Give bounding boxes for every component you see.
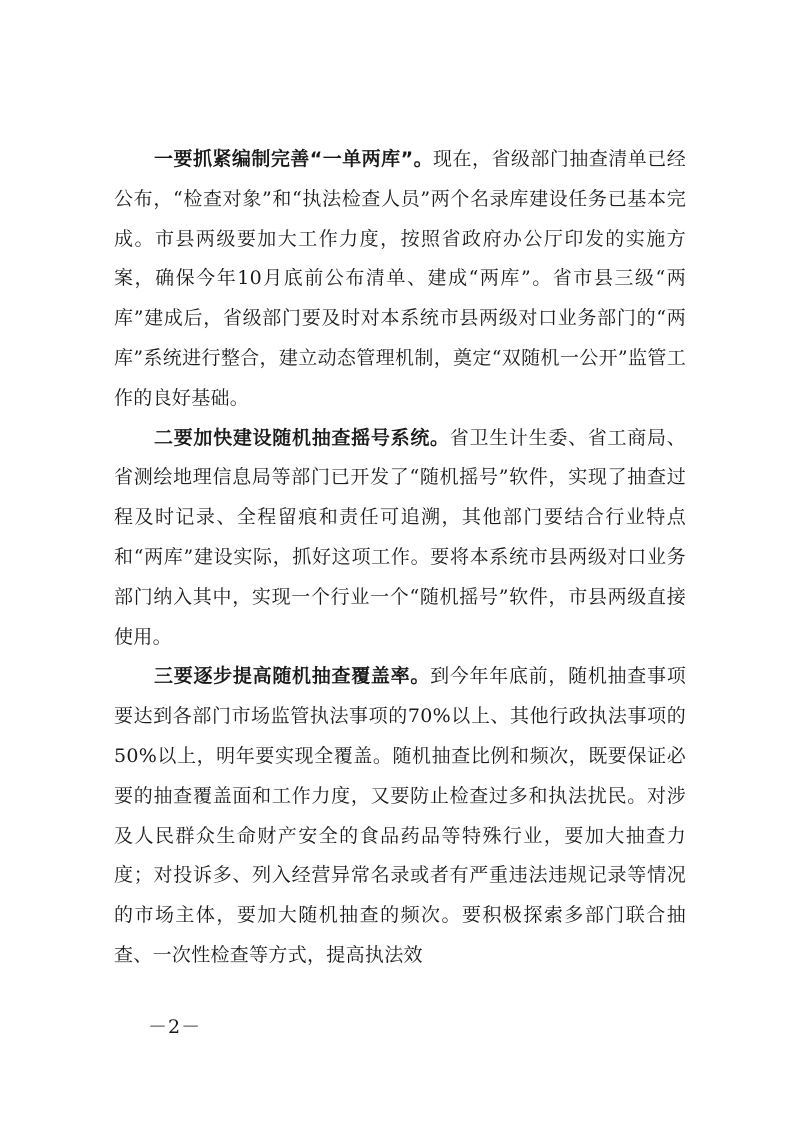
page-number: －2－ (148, 1016, 202, 1038)
paragraph-2-body: 省卫生计生委、省工商局、省测绘地理信息局等部门已开发了“随机摇号”软件，实现了抽查过程及时记录、全程留痕和责任可追溯，其他部门要结合行业特点和“两库”建设实际，抓好这项工作。要将本系统市县两级对口业务部门纳入其中，实现一个行业一个“随机摇号”软件，市县两级直接使用。 (114, 426, 686, 648)
paragraph-1-lead: 一要抓紧编制完善“一单两库”。 (154, 148, 434, 170)
paragraph-2 (114, 419, 686, 658)
paragraph-3-body: 到今年年底前，随机抽查事项要达到各部门市场监管执法事项的70%以上、其他行政执法事项的50%以上，明年要实现全覆盖。随机抽查比例和频次，既要保证必要的抽查覆盖面和工作力度，又要防止检查过多和执法扰民。对涉及人民群众生命财产安全的食品药品等特殊行业，要加大抽查力度；对投诉多、列入经营异常名录或者有严重违法违规记录等情况的市场主体，要加大随机抽查的频次。要积极探索多部门联合抽查、一次性检查等方式，提高执法效 (114, 665, 687, 966)
paragraph-3 (114, 657, 686, 975)
body-text (114, 140, 686, 976)
paragraph-1 (114, 140, 686, 419)
paragraph-2-lead: 二要加快建设随机抽查摇号系统。 (154, 426, 450, 449)
paragraph-3-lead: 三要逐步提高随机抽查覆盖率。 (154, 665, 431, 688)
paragraph-1-body: 现在，省级部门抽查清单已经公布，“检查对象”和“执法检查人员”两个名录库建设任务已基本完成。市县两级要加大工作力度，按照省政府办公厅印发的实施方案，确保今年10月底前公布清单、建成“两库”。省市县三级“两库”建成后，省级部门要及时对本系统市县两级对口业务部门的“两库”系统进行整合，建立动态管理机制，奠定“双随机一公开”监管工作的良好基础。 (114, 148, 686, 409)
